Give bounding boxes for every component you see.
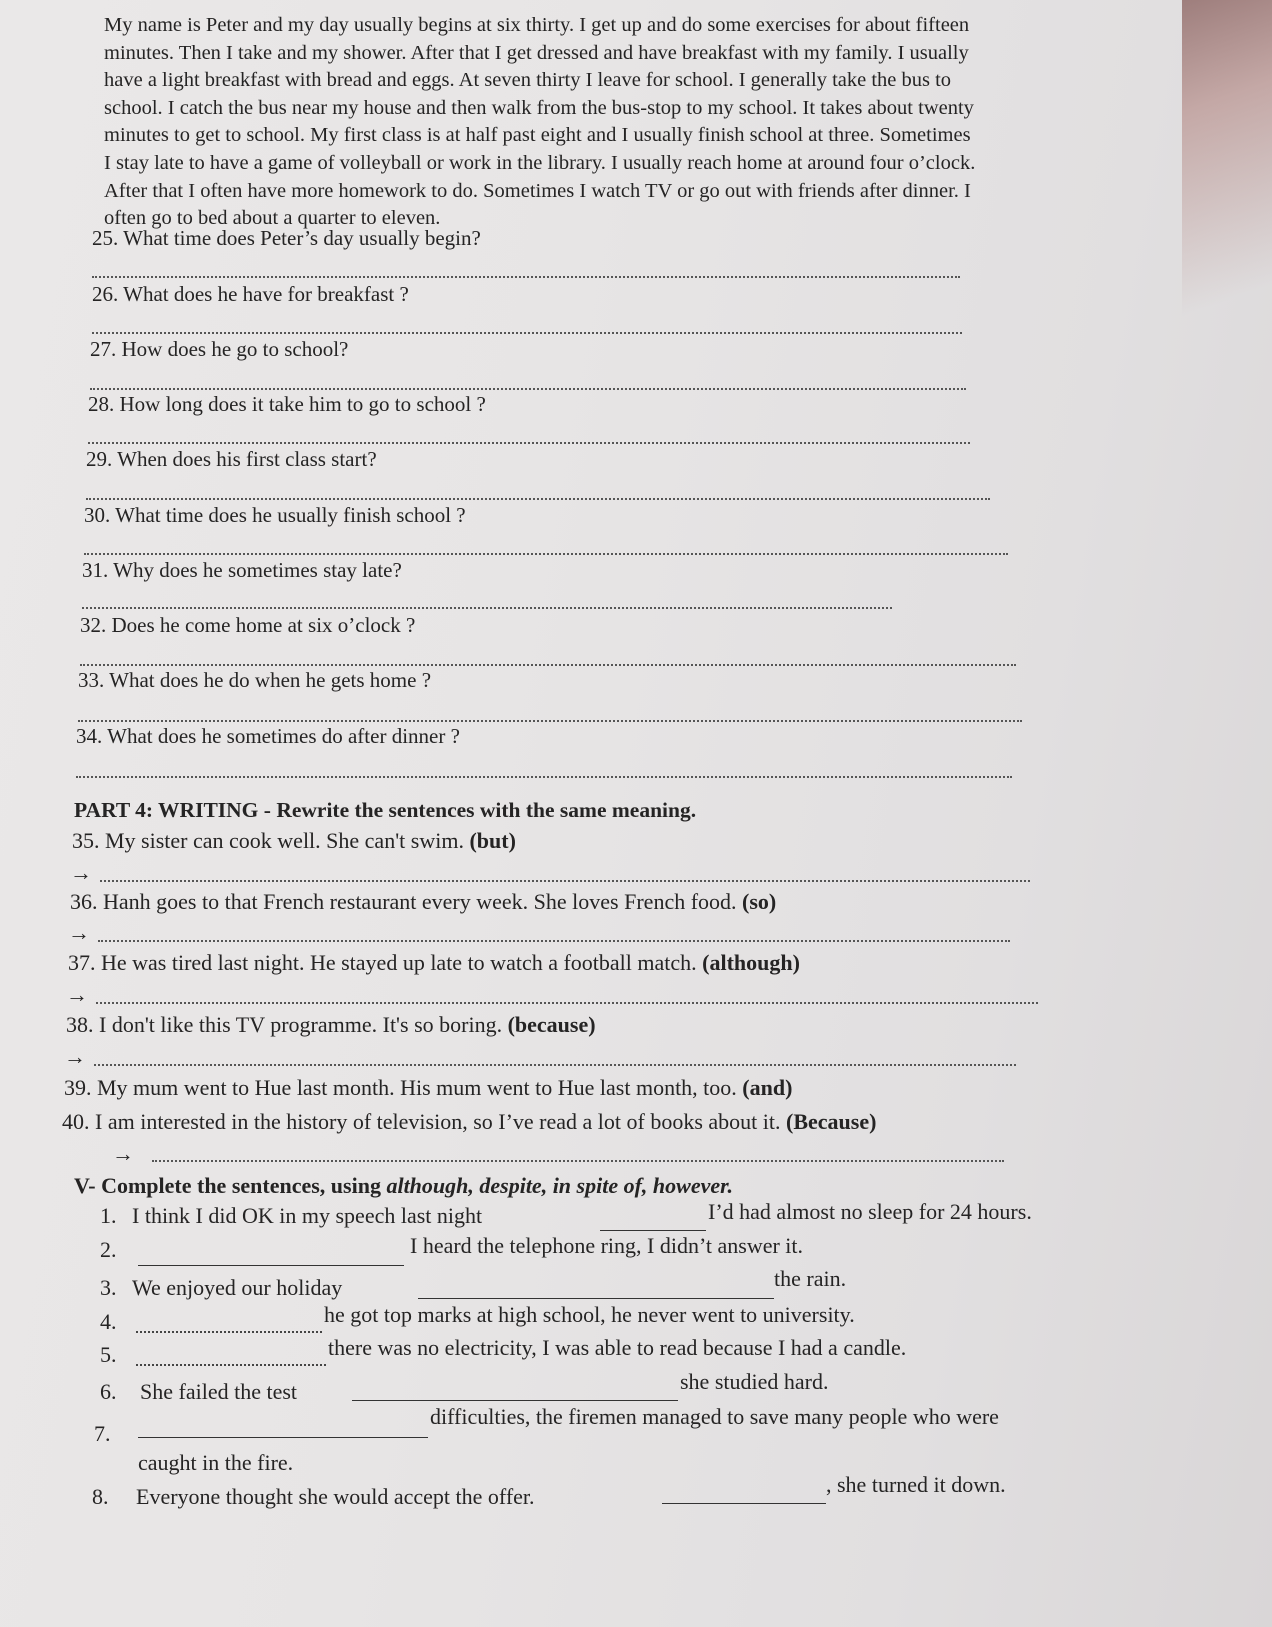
arrow-icon: → bbox=[68, 920, 90, 945]
part5-heading-text: V- Complete the sentences, using bbox=[74, 1173, 387, 1198]
passage-line: I stay late to have a game of volleyball or work in the library. I usually reach home at around four o’clock. bbox=[104, 151, 976, 174]
answer-line-40[interactable] bbox=[152, 1160, 1004, 1162]
s5-8-part-b: , she turned it down. bbox=[826, 1472, 1006, 1497]
passage-line: minutes. Then I take and my shower. After that I get dressed and have breakfast with my family. I usually bbox=[104, 41, 969, 64]
rewrite-sentence: 38. I don't like this TV programme. It's so boring. bbox=[66, 1012, 503, 1037]
s5-4-part-b: he got top marks at high school, he never went to university. bbox=[324, 1302, 855, 1327]
s5-num-5: 5. bbox=[100, 1342, 117, 1367]
blank-6[interactable] bbox=[352, 1400, 678, 1401]
passage-line: After that I often have more homework to do. Sometimes I watch TV or go out with friends after dinner. I bbox=[104, 179, 971, 202]
s5-7-part-c: caught in the fire. bbox=[138, 1450, 294, 1475]
rewrite-39 bbox=[64, 1075, 792, 1101]
blank-1[interactable] bbox=[600, 1230, 706, 1231]
answer-line-34[interactable] bbox=[76, 776, 1012, 778]
question-25: 25. What time does Peter’s day usually begin? bbox=[92, 226, 481, 250]
answer-line-27[interactable] bbox=[90, 388, 966, 390]
rewrite-35 bbox=[72, 828, 516, 854]
arrow-icon: → bbox=[64, 1044, 86, 1069]
s5-num-1: 1. bbox=[100, 1203, 117, 1228]
s5-num-3: 3. bbox=[100, 1275, 117, 1300]
answer-line-29[interactable] bbox=[86, 498, 990, 500]
rewrite-40 bbox=[62, 1109, 876, 1135]
arrow-icon: → bbox=[70, 860, 92, 885]
passage-line: have a light breakfast with bread and eggs. At seven thirty I leave for school. I generally take the bus to bbox=[104, 69, 952, 92]
rewrite-hint: (although) bbox=[702, 950, 800, 975]
answer-line-30[interactable] bbox=[84, 553, 1008, 555]
blank-8[interactable] bbox=[662, 1503, 826, 1504]
answer-line-38[interactable] bbox=[94, 1064, 1016, 1066]
answer-line-28[interactable] bbox=[88, 442, 970, 444]
rewrite-36 bbox=[70, 889, 776, 915]
s5-num-6: 6. bbox=[100, 1379, 117, 1404]
question-31: 31. Why does he sometimes stay late? bbox=[82, 558, 402, 582]
blank-7[interactable] bbox=[138, 1437, 428, 1438]
s5-2-part-b: I heard the telephone ring, I didn’t answer it. bbox=[410, 1233, 804, 1258]
rewrite-hint: (and) bbox=[742, 1075, 793, 1100]
question-30: 30. What time does he usually finish school ? bbox=[84, 503, 466, 527]
question-26: 26. What does he have for breakfast ? bbox=[92, 282, 409, 306]
answer-line-35[interactable] bbox=[100, 880, 1030, 882]
question-33: 33. What does he do when he gets home ? bbox=[78, 668, 432, 692]
blank-2[interactable] bbox=[138, 1265, 404, 1266]
rewrite-38 bbox=[66, 1012, 596, 1038]
s5-3-part-a: We enjoyed our holiday bbox=[132, 1275, 343, 1300]
answer-line-37[interactable] bbox=[96, 1002, 1038, 1004]
arrow-icon: → bbox=[66, 982, 88, 1007]
blank-3[interactable] bbox=[418, 1298, 774, 1299]
part5-connector-words: although, despite, in spite of, however. bbox=[386, 1173, 733, 1198]
question-32: 32. Does he come home at six o’clock ? bbox=[80, 613, 416, 637]
question-34: 34. What does he sometimes do after dinner ? bbox=[76, 724, 460, 748]
rewrite-sentence: 37. He was tired last night. He stayed up late to watch a football match. bbox=[68, 950, 697, 975]
arrow-icon: → bbox=[112, 1141, 134, 1166]
question-27: 27. How does he go to school? bbox=[90, 337, 349, 361]
answer-line-31[interactable] bbox=[82, 607, 892, 609]
s5-8-part-a: Everyone thought she would accept the offer. bbox=[136, 1484, 535, 1509]
blank-5[interactable] bbox=[136, 1364, 326, 1366]
rewrite-sentence: 36. Hanh goes to that French restaurant every week. She loves French food. bbox=[70, 889, 737, 914]
question-29: 29. When does his first class start? bbox=[86, 447, 377, 471]
rewrite-37 bbox=[68, 950, 800, 976]
part5-heading bbox=[74, 1173, 733, 1199]
passage-line: school. I catch the bus near my house and then walk from the bus-stop to my school. It takes about twenty bbox=[104, 96, 974, 119]
reading-passage bbox=[104, 12, 1144, 233]
photo-edge-shadow bbox=[1182, 0, 1272, 420]
question-28: 28. How long does it take him to go to school ? bbox=[88, 392, 486, 416]
rewrite-sentence: 39. My mum went to Hue last month. His mum went to Hue last month, too. bbox=[64, 1075, 737, 1100]
s5-num-4: 4. bbox=[100, 1309, 117, 1334]
s5-6-part-a: She failed the test bbox=[140, 1379, 298, 1404]
answer-line-36[interactable] bbox=[98, 940, 1010, 942]
rewrite-hint: (Because) bbox=[786, 1109, 877, 1134]
answer-line-26[interactable] bbox=[92, 332, 962, 334]
rewrite-sentence: 35. My sister can cook well. She can't swim. bbox=[72, 828, 464, 853]
s5-3-part-b: the rain. bbox=[774, 1266, 847, 1291]
rewrite-hint: (but) bbox=[469, 828, 516, 853]
passage-line: often go to bed about a quarter to eleven. bbox=[104, 207, 441, 230]
s5-5-part-b: there was no electricity, I was able to read because I had a candle. bbox=[328, 1335, 907, 1360]
passage-line: My name is Peter and my day usually begins at six thirty. I get up and do some exercises for about fifteen bbox=[104, 14, 970, 36]
s5-num-2: 2. bbox=[100, 1237, 117, 1262]
s5-1-part-a: I think I did OK in my speech last night bbox=[132, 1203, 483, 1228]
answer-line-32[interactable] bbox=[80, 664, 1016, 666]
part4-heading: PART 4: WRITING - Rewrite the sentences with the same meaning. bbox=[74, 798, 697, 822]
s5-num-7: 7. bbox=[94, 1421, 111, 1446]
answer-line-25[interactable] bbox=[92, 276, 960, 278]
passage-line: minutes to get to school. My first class is at half past eight and I usually finish school at three. Sometimes bbox=[104, 124, 971, 147]
s5-num-8: 8. bbox=[92, 1484, 109, 1509]
blank-4[interactable] bbox=[136, 1331, 322, 1333]
rewrite-hint: (because) bbox=[507, 1012, 596, 1037]
s5-6-part-b: she studied hard. bbox=[680, 1369, 829, 1394]
rewrite-hint: (so) bbox=[742, 889, 777, 914]
s5-1-part-b: I’d had almost no sleep for 24 hours. bbox=[708, 1199, 1032, 1224]
s5-7-part-b: difficulties, the firemen managed to save many people who were bbox=[430, 1404, 999, 1429]
answer-line-33[interactable] bbox=[78, 720, 1022, 722]
rewrite-sentence: 40. I am interested in the history of television, so I’ve read a lot of books about it. bbox=[62, 1109, 781, 1134]
